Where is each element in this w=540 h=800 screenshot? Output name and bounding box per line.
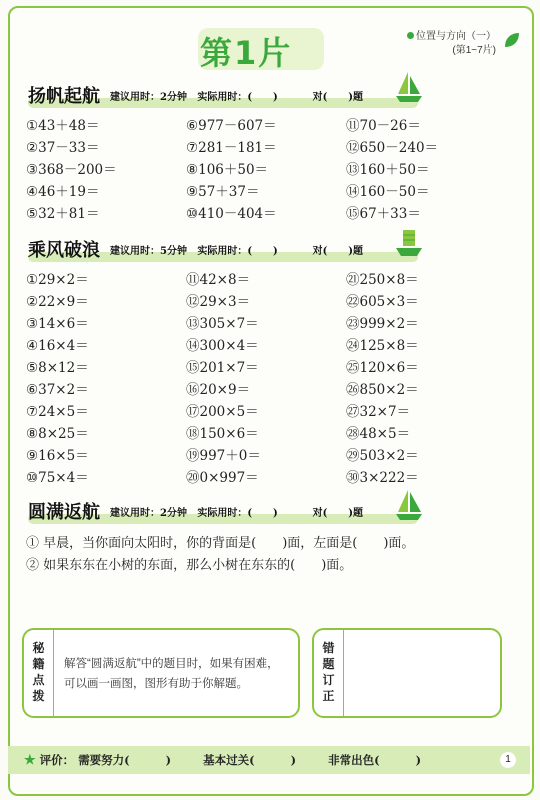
problem-expression: 160－50＝ bbox=[359, 184, 430, 200]
correct-count-label: 对( bbox=[312, 92, 328, 103]
problem-item bbox=[186, 466, 259, 486]
star-icon: ★ bbox=[24, 753, 36, 768]
problem-number: ② bbox=[26, 140, 39, 156]
problem-number: ⑮ bbox=[186, 360, 200, 376]
evaluation-row: ★ 评价： 需要努力( ) 基本过关( ) 非常出色( ) bbox=[24, 753, 422, 768]
evaluation-footer bbox=[8, 746, 530, 774]
problem-expression: 368－200＝ bbox=[38, 162, 117, 178]
problem-row bbox=[26, 158, 506, 180]
problem-item bbox=[26, 114, 99, 134]
problem-item bbox=[26, 180, 99, 200]
problem-number: ⑪ bbox=[346, 118, 360, 134]
problem-item bbox=[26, 136, 99, 156]
problem-expression: 850×2＝ bbox=[359, 382, 419, 398]
problem-number: ③ bbox=[26, 162, 39, 178]
problem-expression: 410－404＝ bbox=[198, 206, 277, 222]
problem-expression: 67＋33＝ bbox=[359, 206, 421, 222]
problem-number: ② bbox=[26, 294, 39, 310]
section-title: 乘风破浪 bbox=[28, 240, 100, 261]
problem-expression: 32×7＝ bbox=[359, 404, 411, 420]
word-problem-1: ① 早晨，当你面向太阳时，你的背面是( )面，左面是( )面。 bbox=[26, 536, 415, 551]
problem-item bbox=[186, 202, 277, 222]
problem-expression: 281－181＝ bbox=[198, 140, 277, 156]
problem-number: ㉑ bbox=[346, 272, 360, 288]
problem-number: ⑦ bbox=[26, 404, 39, 420]
problem-item bbox=[26, 356, 89, 376]
problem-expression: 57＋37＝ bbox=[198, 184, 260, 200]
problem-row bbox=[26, 136, 506, 158]
problem-item bbox=[346, 378, 419, 398]
problem-number: ⑰ bbox=[186, 404, 200, 420]
problem-row bbox=[26, 268, 506, 290]
problem-expression: 29×3＝ bbox=[199, 294, 251, 310]
error-label-text: 错题订正 bbox=[322, 641, 335, 703]
leaf-icon bbox=[502, 30, 522, 50]
section-title: 圆满返航 bbox=[28, 502, 100, 523]
correct-count-suffix: 题 bbox=[352, 246, 363, 257]
problem-expression: 125×8＝ bbox=[359, 338, 419, 354]
problem-number: ⑤ bbox=[26, 206, 39, 222]
problem-item bbox=[346, 444, 419, 464]
problem-item bbox=[346, 114, 421, 134]
topic-line1: 位置与方向（一） bbox=[416, 31, 496, 42]
section-timing: 建议用时：2分钟 实际用时：( ) 对( )题 bbox=[110, 508, 363, 519]
problem-expression: 999×2＝ bbox=[359, 316, 419, 332]
problem-number: ⑫ bbox=[346, 140, 360, 156]
problem-expression: 16×4＝ bbox=[38, 338, 89, 354]
problem-item bbox=[346, 180, 429, 200]
problem-number: ㉓ bbox=[346, 316, 360, 332]
suggested-time: 建议用时：2分钟 bbox=[110, 508, 187, 519]
problem-number: ① bbox=[26, 118, 39, 134]
problem-number: ⑮ bbox=[346, 206, 360, 222]
problem-item bbox=[26, 400, 89, 420]
problem-expression: 200×5＝ bbox=[199, 404, 259, 420]
problem-item bbox=[346, 422, 410, 442]
level-excellent: 非常出色( bbox=[328, 753, 380, 767]
problem-number: ④ bbox=[26, 184, 39, 200]
error-correction-box bbox=[312, 628, 502, 718]
problem-item bbox=[186, 114, 277, 134]
problem-number: ⑥ bbox=[186, 118, 199, 134]
problem-expression: 106＋50＝ bbox=[198, 162, 269, 178]
problem-expression: 0×997＝ bbox=[199, 470, 259, 486]
addition-subtraction-problems bbox=[26, 114, 506, 224]
problem-number: ⑳ bbox=[186, 470, 200, 486]
problem-item bbox=[346, 400, 410, 420]
topic-line2: (第1~7片) bbox=[452, 45, 496, 56]
problem-number: ㉒ bbox=[346, 294, 360, 310]
problem-item bbox=[346, 136, 438, 156]
problem-item bbox=[26, 268, 89, 288]
suggested-time: 建议用时：2分钟 bbox=[110, 92, 187, 103]
problem-item bbox=[186, 400, 259, 420]
problem-item bbox=[186, 136, 277, 156]
problem-number: ㉔ bbox=[346, 338, 360, 354]
sailboat-icon bbox=[394, 70, 424, 104]
problem-number: ㉖ bbox=[346, 382, 360, 398]
problem-item bbox=[186, 422, 259, 442]
problem-item bbox=[186, 444, 261, 464]
problem-number: ⑪ bbox=[186, 272, 200, 288]
problem-number: ㉙ bbox=[346, 448, 360, 464]
problem-item bbox=[186, 158, 268, 178]
problem-number: ⑱ bbox=[186, 426, 200, 442]
tip-box bbox=[22, 628, 300, 718]
problem-expression: 32＋81＝ bbox=[38, 206, 100, 222]
problem-number: ⑩ bbox=[26, 470, 39, 486]
problem-item bbox=[186, 334, 259, 354]
problem-row bbox=[26, 422, 506, 444]
problem-number: ㉕ bbox=[346, 360, 360, 376]
tip-label bbox=[24, 630, 54, 716]
word-problem-2: ② 如果东东在小树的东面，那么小树在东东的( )面。 bbox=[26, 558, 353, 573]
problem-row bbox=[26, 378, 506, 400]
problem-number: ⑬ bbox=[346, 162, 360, 178]
section-timing: 建议用时：2分钟 实际用时：( ) 对( )题 bbox=[110, 92, 363, 103]
actual-time-label: 实际用时：( bbox=[197, 92, 253, 103]
problem-row bbox=[26, 466, 506, 488]
problem-item bbox=[186, 356, 259, 376]
problem-number: ㉚ bbox=[346, 470, 360, 486]
correct-count-label: 对( bbox=[312, 246, 328, 257]
section-timing: 建议用时：5分钟 实际用时：( ) 对( )题 bbox=[110, 246, 363, 257]
problem-item bbox=[186, 268, 250, 288]
actual-time-label: 实际用时：( bbox=[197, 246, 253, 257]
problem-number: ⑫ bbox=[186, 294, 200, 310]
problem-expression: 43＋48＝ bbox=[38, 118, 100, 134]
correct-count-label: 对( bbox=[312, 508, 328, 519]
problem-item bbox=[26, 334, 89, 354]
problem-expression: 150×6＝ bbox=[199, 426, 259, 442]
problem-item bbox=[26, 290, 89, 310]
problem-number: ⑤ bbox=[26, 360, 39, 376]
sailboat-icon bbox=[394, 488, 424, 522]
problem-expression: 22×9＝ bbox=[38, 294, 89, 310]
correct-count-suffix: 题 bbox=[352, 508, 363, 519]
problem-row bbox=[26, 114, 506, 136]
problem-expression: 20×9＝ bbox=[199, 382, 251, 398]
level-needs-effort: 需要努力( bbox=[78, 753, 130, 767]
actual-time-label: 实际用时：( bbox=[197, 508, 253, 519]
problem-number: ③ bbox=[26, 316, 39, 332]
problem-expression: 29×2＝ bbox=[38, 272, 89, 288]
page-number: 1 bbox=[500, 752, 516, 768]
page-title: 第1片 bbox=[200, 34, 293, 72]
problem-row bbox=[26, 356, 506, 378]
problem-expression: 16×5＝ bbox=[38, 448, 89, 464]
problem-expression: 14×6＝ bbox=[38, 316, 89, 332]
problem-number: ⑩ bbox=[186, 206, 199, 222]
problem-expression: 70－26＝ bbox=[359, 118, 421, 134]
topic-dot-icon bbox=[407, 32, 414, 39]
suggested-time: 建议用时：5分钟 bbox=[110, 246, 187, 257]
problem-expression: 503×2＝ bbox=[359, 448, 419, 464]
problem-number: ⑯ bbox=[186, 382, 200, 398]
problem-expression: 605×3＝ bbox=[359, 294, 419, 310]
problem-expression: 37－33＝ bbox=[38, 140, 100, 156]
section-header-ride-waves bbox=[28, 236, 418, 262]
tip-label-text: 秘籍点拨 bbox=[32, 641, 45, 703]
problem-expression: 997＋0＝ bbox=[199, 448, 261, 464]
problem-number: ⑥ bbox=[26, 382, 39, 398]
problem-number: ㉗ bbox=[346, 404, 360, 420]
problem-expression: 650－240＝ bbox=[359, 140, 439, 156]
problem-item bbox=[346, 158, 429, 178]
problem-item bbox=[186, 378, 250, 398]
multiplication-problems bbox=[26, 268, 506, 488]
problem-row bbox=[26, 180, 506, 202]
problem-expression: 37×2＝ bbox=[38, 382, 89, 398]
problem-item bbox=[346, 268, 419, 288]
problem-item bbox=[346, 202, 421, 222]
problem-number: ⑭ bbox=[346, 184, 360, 200]
problem-item bbox=[26, 422, 89, 442]
problem-item bbox=[26, 158, 117, 178]
problem-item bbox=[26, 444, 89, 464]
problem-row bbox=[26, 444, 506, 466]
evaluation-label: 评价： bbox=[39, 753, 75, 767]
correct-count-suffix: 题 bbox=[352, 92, 363, 103]
junk-boat-icon bbox=[394, 226, 424, 258]
problem-expression: 120×6＝ bbox=[359, 360, 419, 376]
problem-row bbox=[26, 334, 506, 356]
topic-label bbox=[407, 30, 496, 58]
problem-number: ④ bbox=[26, 338, 39, 354]
problem-row bbox=[26, 290, 506, 312]
problem-number: ⑨ bbox=[186, 184, 199, 200]
tip-text: 解答“圆满返航”中的题目时，如果有困难，可以画一画图，图形有助于你解题。 bbox=[64, 658, 279, 690]
problem-expression: 48×5＝ bbox=[359, 426, 411, 442]
problem-expression: 160＋50＝ bbox=[359, 162, 430, 178]
problem-expression: 24×5＝ bbox=[38, 404, 89, 420]
problem-number: ⑧ bbox=[26, 426, 39, 442]
problem-item bbox=[186, 180, 259, 200]
problem-item bbox=[186, 290, 250, 310]
problem-item bbox=[26, 378, 89, 398]
problem-expression: 977－607＝ bbox=[198, 118, 277, 134]
problem-item bbox=[26, 312, 89, 332]
problem-row bbox=[26, 400, 506, 422]
problem-expression: 305×7＝ bbox=[199, 316, 259, 332]
problem-item bbox=[346, 312, 419, 332]
problem-expression: 250×8＝ bbox=[359, 272, 419, 288]
problem-expression: 300×4＝ bbox=[199, 338, 259, 354]
problem-number: ⑬ bbox=[186, 316, 200, 332]
problem-expression: 42×8＝ bbox=[199, 272, 251, 288]
problem-item bbox=[26, 202, 99, 222]
problem-number: ⑲ bbox=[186, 448, 200, 464]
section-header-sail-out bbox=[28, 82, 418, 108]
problem-number: ⑭ bbox=[186, 338, 200, 354]
problem-number: ⑧ bbox=[186, 162, 199, 178]
problem-row bbox=[26, 202, 506, 224]
problem-item bbox=[186, 312, 259, 332]
problem-number: ① bbox=[26, 272, 39, 288]
level-basic-pass: 基本过关( bbox=[203, 753, 255, 767]
problem-item bbox=[26, 466, 89, 486]
problem-expression: 201×7＝ bbox=[199, 360, 259, 376]
problem-expression: 8×12＝ bbox=[38, 360, 89, 376]
problem-item bbox=[346, 334, 419, 354]
problem-number: ⑨ bbox=[26, 448, 39, 464]
section-title: 扬帆起航 bbox=[28, 86, 100, 107]
error-correction-label bbox=[314, 630, 344, 716]
problem-expression: 3×222＝ bbox=[359, 470, 419, 486]
problem-row bbox=[26, 312, 506, 334]
problem-expression: 46＋19＝ bbox=[38, 184, 100, 200]
problem-item bbox=[346, 290, 419, 310]
problem-expression: 75×4＝ bbox=[38, 470, 89, 486]
problem-number: ⑦ bbox=[186, 140, 199, 156]
problem-expression: 8×25＝ bbox=[38, 426, 89, 442]
problem-item bbox=[346, 356, 419, 376]
problem-item bbox=[346, 466, 419, 486]
problem-number: ㉘ bbox=[346, 426, 360, 442]
section-header-return-home bbox=[28, 498, 418, 524]
